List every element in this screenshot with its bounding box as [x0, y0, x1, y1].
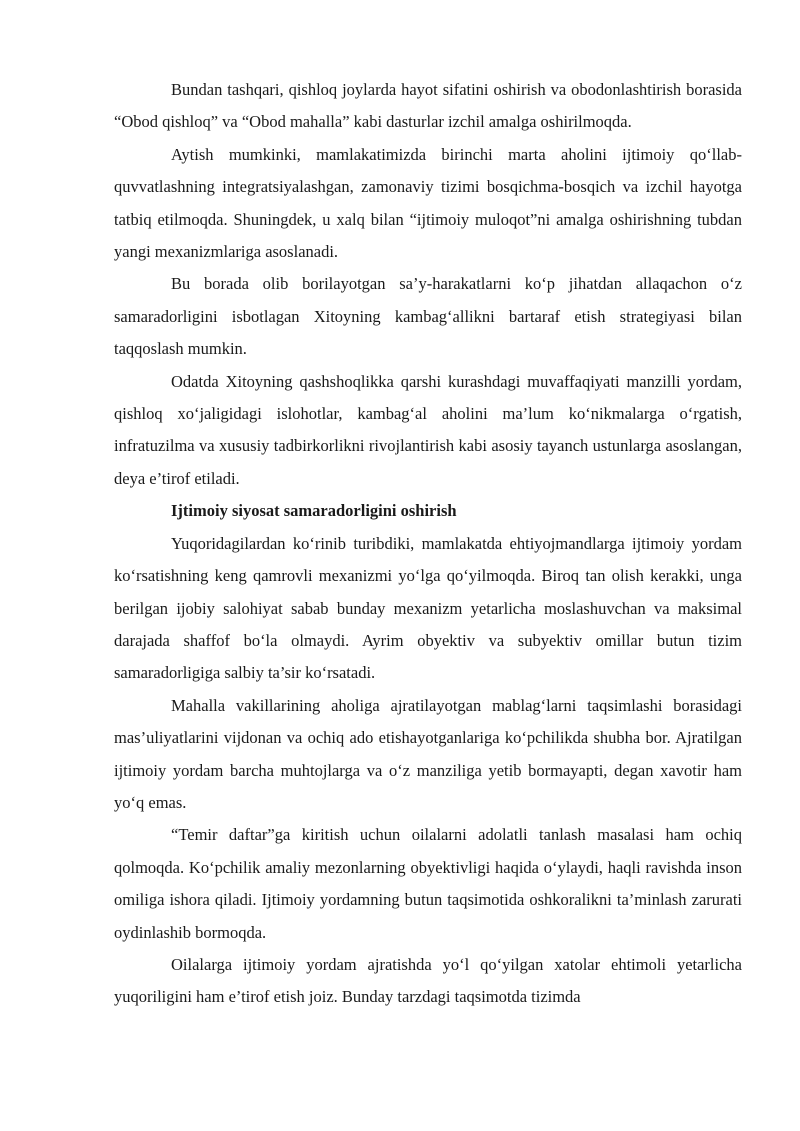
paragraph: Odatda Xitoyning qashshoqlikka qarshi kurashdagi muvaffaqiyati manzilli yordam, qishloq xo‘jaligidagi islohotlar, kambag‘al aholini ma’lum ko‘nikmalarga o‘rgatish, infratuzilma va xususiy tadbirkorlikni rivojlantirish kabi asosiy tayanch ustunlarga asoslangan, deya e’tirof etiladi.: [114, 371, 742, 488]
document-page: [114, 74, 742, 1014]
paragraph: Yuqoridagilardan ko‘rinib turibdiki, mamlakatda ehtiyojmandlarga ijtimoiy yordam ko‘rsatishning keng qamrovli mexanizmi yo‘lga qo‘yilmoqda. Biroq tan olish kerakki, unga berilgan ijobiy salohiyat sabab bunday mexanizm yetarlicha moslashuvchan va maksimal darajada shaffof bo‘la olmaydi. Ayrim obyektiv va subyektiv omillar butun tizim samaradorligiga salbiy ta’sir ko‘rsatadi.: [114, 533, 742, 683]
paragraph: Bu borada olib borilayotgan sa’y-harakatlarni ko‘p jihatdan allaqachon o‘z samaradorligini isbotlagan Xitoyning kambag‘allikni bartaraf etish strategiyasi bilan taqqoslash mumkin.: [114, 274, 742, 359]
paragraph: Oilalarga ijtimoiy yordam ajratishda yo‘l qo‘yilgan xatolar ehtimoli yetarlicha yuqoriligini ham e’tirof etish joiz. Bunday tarzdagi taqsimotda tizimda: [114, 954, 742, 1007]
paragraph: Mahalla vakillarining aholiga ajratilayotgan mablag‘larni taqsimlashi borasidagi mas’uliyatlarini vijdonan va ochiq ado etishayotganlariga ko‘pchilikda shubha bor. Ajratilgan ijtimoiy yordam barcha muhtojlarga va o‘z manziliga yetib bormayapti, degan xavotir ham yo‘q emas.: [114, 695, 742, 812]
paragraph: Aytish mumkinki, mamlakatimizda birinchi marta aholini ijtimoiy qo‘llab-quvvatlashning integratsiyalashgan, zamonaviy tizimi bosqichma-bosqich va izchil hayotga tatbiq etilmoqda. Shuningdek, u xalq bilan “ijtimoiy muloqot”ni amalga oshirishning tubdan yangi mexanizmlariga asoslanadi.: [114, 144, 742, 262]
paragraph: Bundan tashqari, qishloq joylarda hayot sifatini oshirish va obodonlashtirish borasida “Obod qishloq” va “Obod mahalla” kabi dasturlar izchil amalga oshirilmoqda.: [114, 80, 742, 132]
paragraph: “Temir daftar”ga kiritish uchun oilalarni adolatli tanlash masalasi ham ochiq qolmoqda. Ko‘pchilik amaliy mezonlarning obyektivligi haqida o‘ylaydi, haqli ravishda inson omiliga ishora qiladi. Ijtimoiy yordamning butun taqsimotida oshkoralikni ta’minlash zarurati oydinlashib bormoqda.: [114, 825, 742, 942]
section-heading: Ijtimoiy siyosat samaradorligini oshirish: [171, 501, 457, 521]
